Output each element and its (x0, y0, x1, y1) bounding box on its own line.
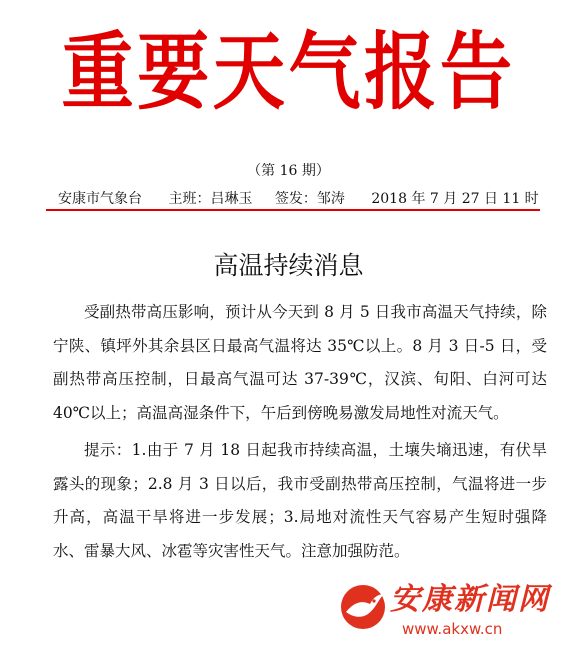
duty-editor: 主班：吕琳玉 (168, 191, 253, 207)
article-title: 高温持续消息 (213, 251, 364, 280)
red-divider-line (46, 209, 540, 211)
paragraph-tips: 提示：1.由于 7 月 18 日起我市持续高温，土壤失墒迅速，有伏旱露头的现象；2.8 月 3 日以后，我市受副热带高压控制，气温将进一步升高，高温干旱将进一步发展；3.局地对流性天气容易产生短时强降水、雷暴大风、冰雹等灾害性天气。注意加强防范。 (53, 441, 547, 560)
report-meta-line (58, 190, 538, 208)
signer: 签发：邹涛 (274, 191, 345, 207)
report-masthead-title: 重要天气报告 (61, 22, 516, 121)
site-watermark (338, 578, 550, 648)
issue-datetime: 2018 年 7 月 27 日 11 时 (371, 191, 539, 207)
watermark-site-name: 安康新闻网 (390, 582, 550, 617)
watermark-url: www.akxw.cn (402, 620, 503, 638)
flying-bird-logo-icon (338, 582, 388, 632)
issue-number: （第 16 期） (247, 163, 330, 179)
issuing-organization: 安康市气象台 (58, 191, 142, 207)
article-body (53, 296, 547, 572)
paragraph-forecast: 受副热带高压影响，预计从今天到 8 月 5 日我市高温天气持续，除宁陕、镇坪外其余县区日最高气温将达 35℃以上。8 月 3 日-5 日，受副热带高压控制，日最高气温可达 37-39℃，汉滨、旬阳、白河可达 40℃以上；高温高湿条件下，午后到傍晚易激发局地性对流天气。 (53, 303, 547, 422)
